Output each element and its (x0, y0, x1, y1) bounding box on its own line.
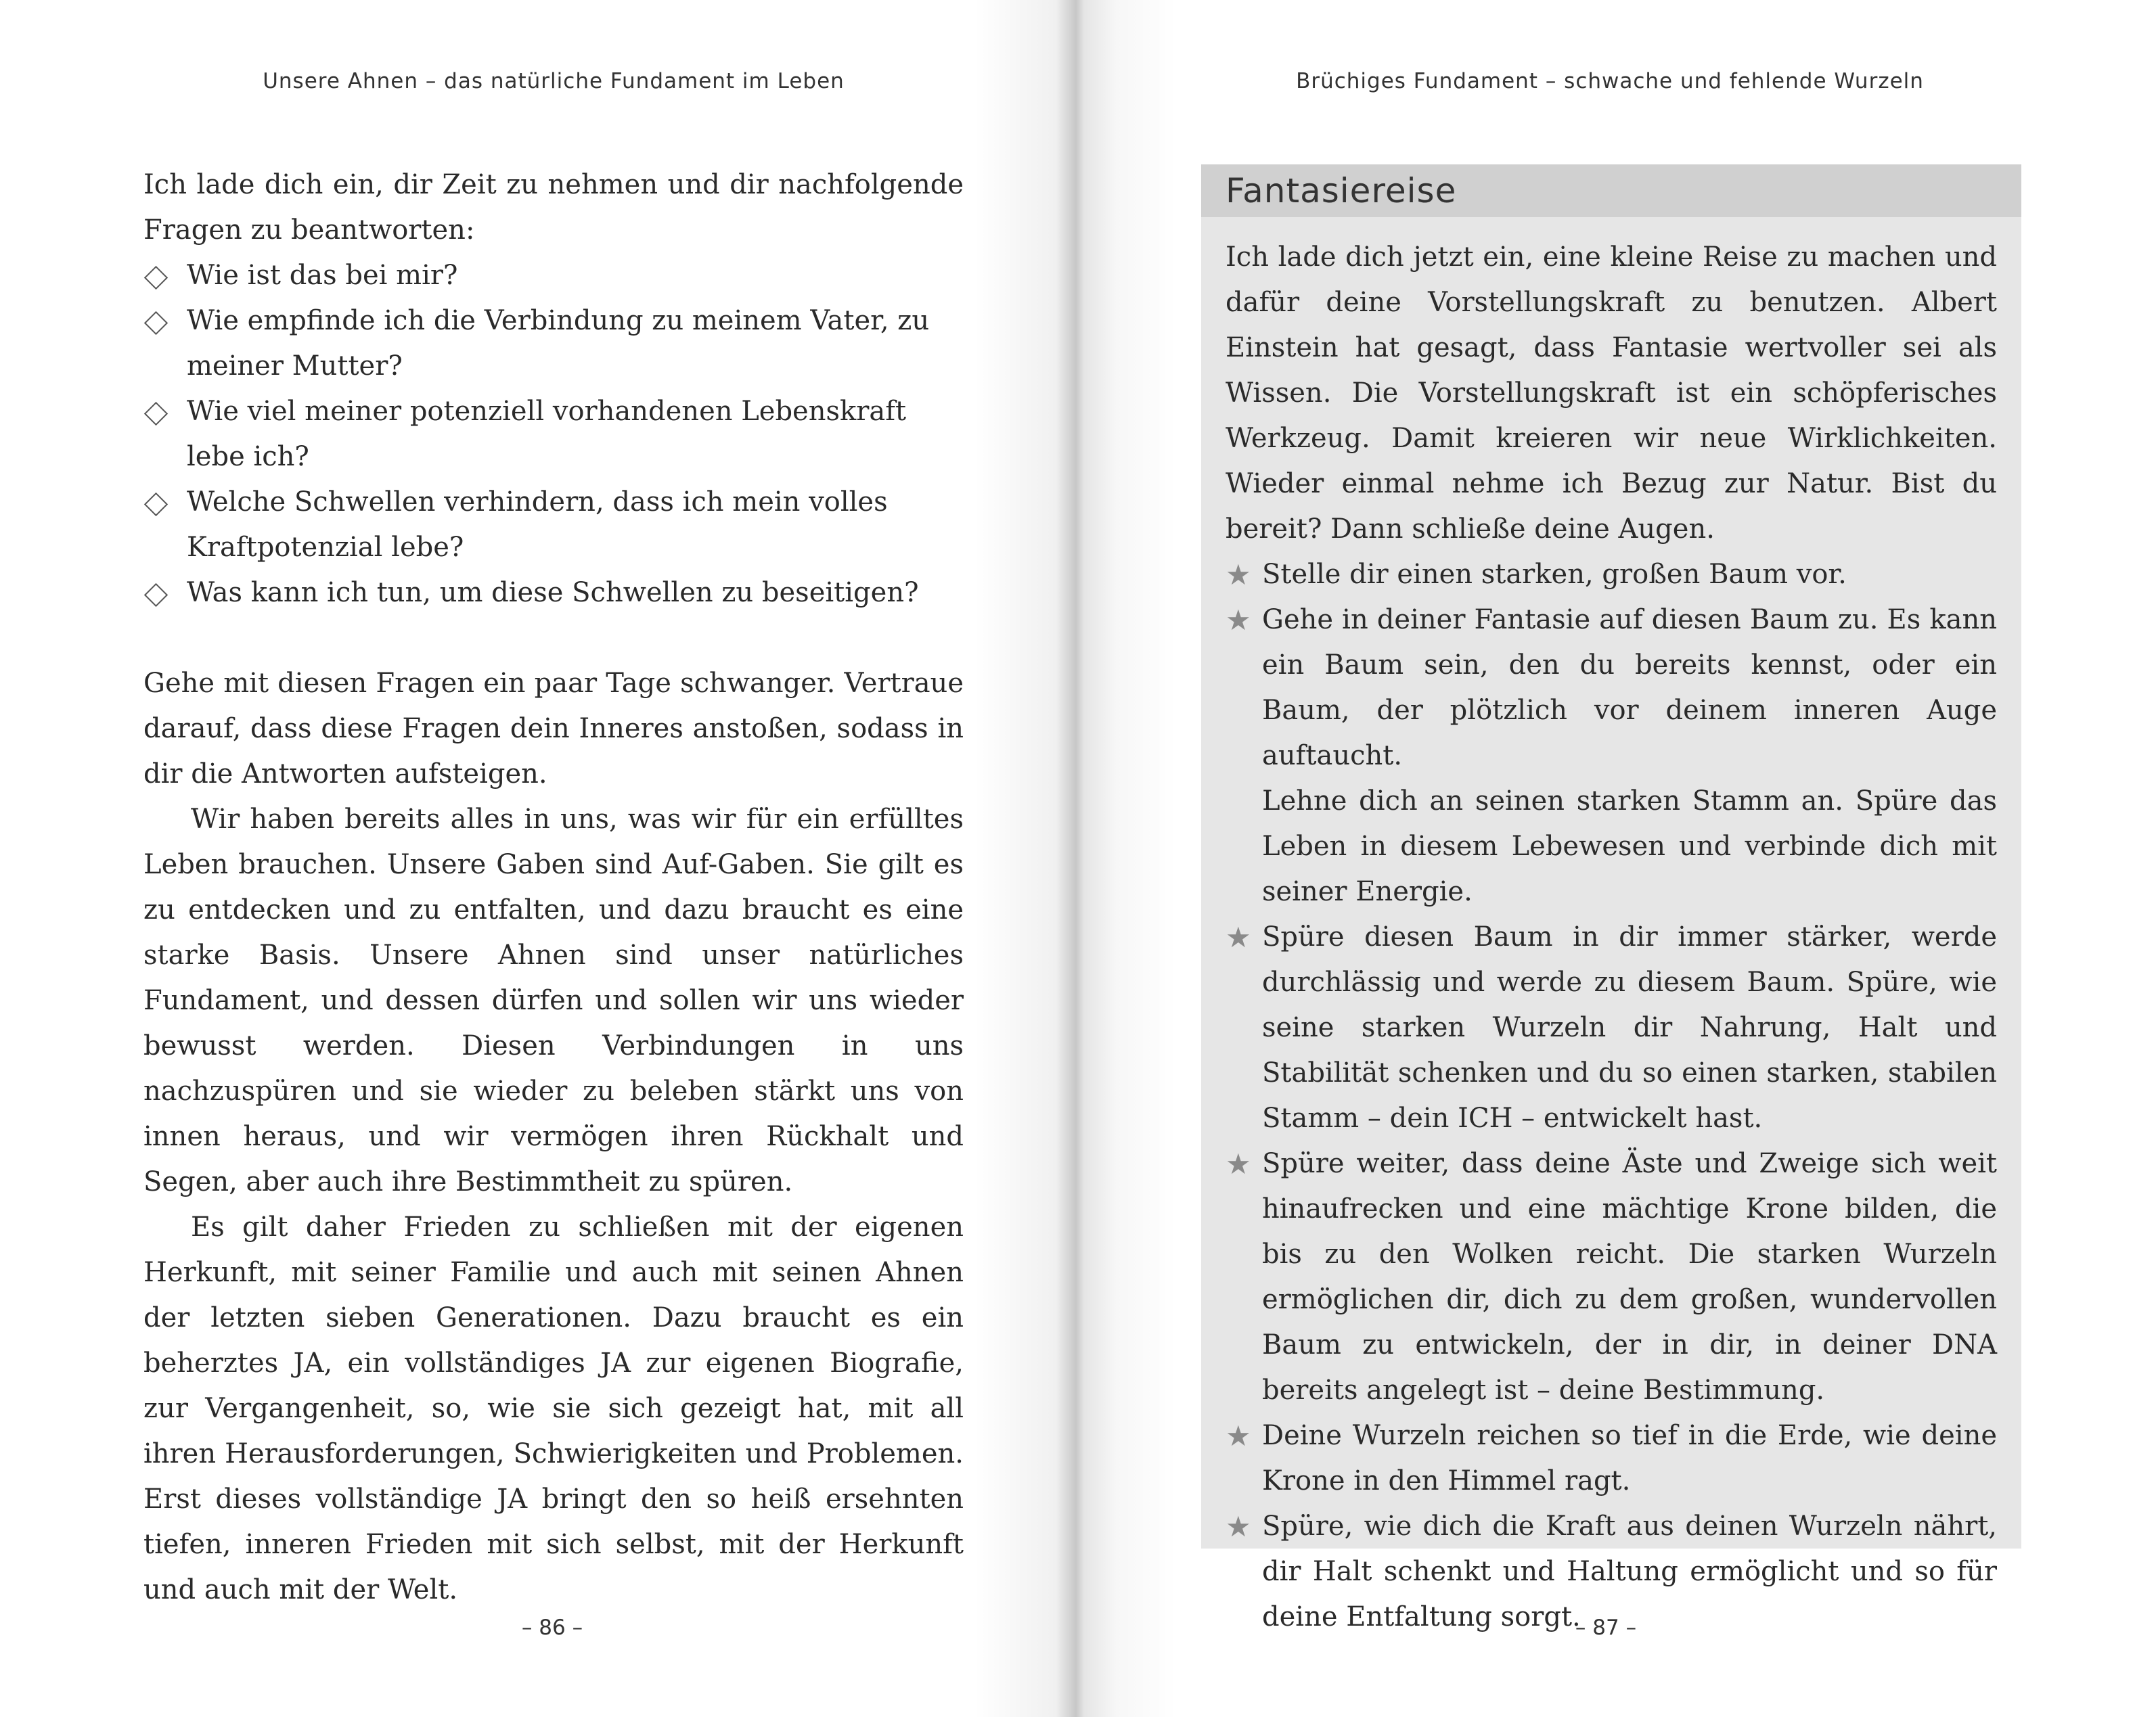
step-item: ★ Spüre, wie dich die Kraft aus deinen Wurzeln nährt, dir Halt schenkt und Haltung ermöglicht und so für deine Entfaltung sorgt. (1226, 1504, 1997, 1640)
body-paragraph: Es gilt daher Frieden zu schließen mit der eigenen Herkunft, mit seiner Familie und auch mit seinen Ahnen der letzten sieben Generationen. Dazu braucht es ein beherztes JA, ein vollständiges JA zur eigenen Biografie, zur Vergangenheit, so, wie sie sich gezeigt hat, mit all ihren Herausforderungen, Schwierigkeiten und Problemen. Erst dieses vollständige JA bringt den so heiß ersehnten tiefen, inneren Frieden mit sich selbst, mit der Herkunft und auch mit der Welt. (143, 1212, 964, 1605)
section-gap (143, 616, 964, 661)
step-item: ★ Stelle dir einen starken, großen Baum vor. (1226, 552, 1997, 597)
diamond-bullet-icon (144, 266, 168, 290)
step-continuation: Lehne dich an seinen starken Stamm an. Spüre das Leben in diesem Lebewesen und verbinde dich mit seiner Energie. (1262, 785, 1997, 907)
body-paragraph: Wir haben bereits alles in uns, was wir für ein erfülltes Leben brauchen. Unsere Gaben sind Auf-Gaben. Sie gilt es zu entdecken und zu entfalten, und dazu braucht es eine starke Basis. Unsere Ahnen sind unser natürliches Fundament, und dessen dürfen und sollen wir uns wieder bewusst werden. Diesen Verbindungen in uns nachzuspüren und sie wieder zu beleben stärkt uns von innen heraus, und wir vermögen ihren Rückhalt und Segen, aber auch ihre Bestimmtheit zu spüren. (143, 804, 964, 1197)
box-title: Fantasiereise (1201, 164, 2021, 217)
diamond-bullet-icon (144, 493, 168, 516)
star-icon: ★ (1226, 603, 1251, 637)
question-list (143, 253, 964, 616)
step-item: ★ Spüre diesen Baum in dir immer stärker, werde durchlässig und werde zu diesem Baum. Spüre, wie seine starken Wurzeln dir Nahrung, Halt und Stabilität schenken und du so einen starken, stabilen Stamm – dein ICH – entwickelt hast. (1226, 915, 1997, 1141)
left-text-column (143, 162, 964, 1613)
page-number-right: – 87 – (1575, 1616, 1637, 1640)
star-icon: ★ (1226, 1510, 1251, 1543)
diamond-bullet-icon (144, 311, 168, 335)
box-body (1201, 217, 2021, 1640)
question-item: Wie ist das bei mir? (143, 253, 964, 298)
question-item: Wie empfinde ich die Verbindung zu meinem Vater, zu meiner Mutter? (143, 298, 964, 389)
question-item: Was kann ich tun, um diese Schwellen zu beseitigen? (143, 570, 964, 616)
box-intro: Ich lade dich jetzt ein, eine kleine Reise zu machen und dafür deine Vorstellungskraft zu benutzen. Albert Einstein hat gesagt, dass Fantasie wertvoller sei als Wissen. Die Vorstellungskraft ist ein schöpferisches Werkzeug. Damit kreieren wir neue Wirklichkeiten. Wieder einmal nehme ich Bezug zur Natur. Bist du bereit? Dann schließe deine Augen. (1226, 242, 1997, 545)
diamond-bullet-icon (144, 583, 168, 607)
page-number-left: – 86 – (521, 1616, 583, 1640)
step-item: ★ Spüre weiter, dass deine Äste und Zweige sich weit hinaufrecken und eine mächtige Krone bilden, die bis zu den Wolken reicht. Die starken Wurzeln ermöglichen dir, dich zu dem großen, wundervollen Baum zu entwickeln, der in dir, in deiner DNA bereits angelegt ist – deine Bestimmung. (1226, 1141, 1997, 1413)
diamond-bullet-icon (144, 402, 168, 426)
star-icon: ★ (1226, 558, 1251, 591)
body-paragraph: Gehe mit diesen Fragen ein paar Tage schwanger. Vertraue darauf, dass diese Fragen dein Inneres anstoßen, sodass in dir die Antworten aufsteigen. (143, 668, 964, 789)
right-page (1078, 0, 2156, 1717)
step-item: ★ Deine Wurzeln reichen so tief in die Erde, wie deine Krone in den Himmel ragt. (1226, 1413, 1997, 1504)
step-item: ★ Gehe in deiner Fantasie auf diesen Baum zu. Es kann ein Baum sein, den du bereits kennst, oder ein Baum, der plötzlich vor deinem inneren Auge auftaucht. Lehne dich an seinen starken Stamm an. Spüre das Leben in diesem Lebewesen und verbinde dich mit seiner Energie. (1226, 597, 1997, 915)
star-icon: ★ (1226, 921, 1251, 954)
star-icon: ★ (1226, 1147, 1251, 1181)
question-item: Welche Schwellen verhindern, dass ich mein volles Kraftpotenzial lebe? (143, 480, 964, 570)
running-head-right: Brüchiges Fundament – schwache und fehlende Wurzeln (1296, 69, 1924, 93)
star-icon: ★ (1226, 1419, 1251, 1452)
intro-paragraph: Ich lade dich ein, dir Zeit zu nehmen und dir nachfolgende Fragen zu beantworten: (143, 169, 964, 246)
question-item: Wie viel meiner potenziell vorhandenen Lebenskraft lebe ich? (143, 389, 964, 480)
step-list (1226, 552, 1997, 1640)
running-head-left: Unsere Ahnen – das natürliche Fundament im Leben (263, 69, 845, 93)
